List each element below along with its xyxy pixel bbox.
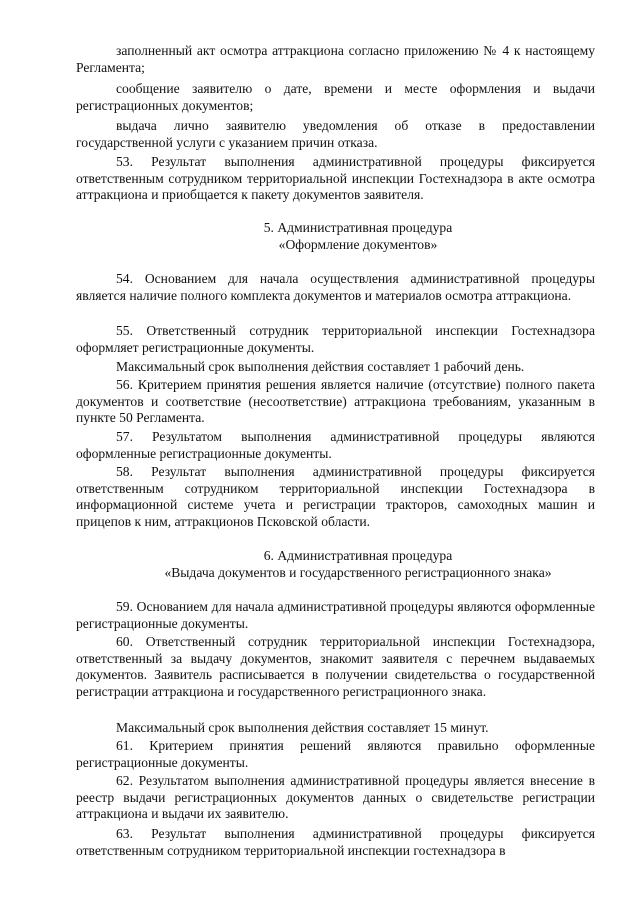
paragraph: 61. Критерием принятия решений являются правильно оформленные регистрационные документы. <box>76 738 595 770</box>
section-title: «Оформление документов» <box>278 237 438 252</box>
paragraph: Максимальный срок выполнения действия составляет 15 минут. <box>116 720 489 735</box>
paragraph: 59. Основанием для начала административной процедуры являются оформленные регистрационные документы. <box>76 599 595 631</box>
paragraph: выдача лично заявителю уведомления об отказе в предоставлении государственной услуги с указанием причин отказа. <box>76 118 595 150</box>
paragraph: заполненный акт осмотра аттракциона согласно приложению № 4 к настоящему Регламента; <box>76 43 595 75</box>
paragraph: 58. Результат выполнения административной процедуры фиксируется ответственным сотрудником территориальной инспекции Гостехнадзора в информационной системе учета и регистрации тракторов, самоходных машин и прицепов к ним, аттракционов Псковской области. <box>76 464 595 529</box>
paragraph: Максимальный срок выполнения действия составляет 1 рабочий день. <box>116 359 525 374</box>
section-title: «Выдача документов и государственного регистрационного знака» <box>164 565 552 580</box>
paragraph: 55. Ответственный сотрудник территориальной инспекции Гостехнадзора оформляет регистрационные документы. <box>76 323 595 355</box>
paragraph: 63. Результат выполнения административной процедуры фиксируется ответственным сотрудником территориальной инспекции гостехнадзора в <box>76 826 595 858</box>
paragraph: 56. Критерием принятия решения является наличие (отсутствие) полного пакета документов и соответствие (несоответствие) аттракциона требованиям, указанным в пункте 50 Регламента. <box>76 377 595 426</box>
paragraph: сообщение заявителю о дате, времени и месте оформления и выдачи регистрационных документов; <box>76 81 595 113</box>
paragraph: 62. Результатом выполнения административной процедуры является внесение в реестр выдачи регистрационных документов данных о свидетельстве регистрации аттракциона и выдачи их заявителю. <box>76 773 595 822</box>
paragraph: 54. Основанием для начала осуществления административной процедуры является наличие полного комплекта документов и материалов осмотра аттракциона. <box>76 271 595 303</box>
paragraph: 60. Ответственный сотрудник территориальной инспекции Гостехнадзора, ответственный за выдачу документов, знакомит заявителя с перечнем выдаваемых документов. Заявитель расписывается в получении свидетельства о государственной регистрации аттракциона и государственного регистрационного знака. <box>76 634 595 699</box>
section-heading: 5. Административная процедура <box>263 220 453 235</box>
paragraph: 57. Результатом выполнения административной процедуры являются оформленные регистрационные документы. <box>76 429 595 461</box>
paragraph: 53. Результат выполнения административной процедуры фиксируется ответственным сотрудником территориальной инспекции Гостехнадзора в акте осмотра аттракциона и приобщается к пакету документов заявителя. <box>76 154 595 203</box>
section-heading: 6. Административная процедура <box>263 548 453 563</box>
